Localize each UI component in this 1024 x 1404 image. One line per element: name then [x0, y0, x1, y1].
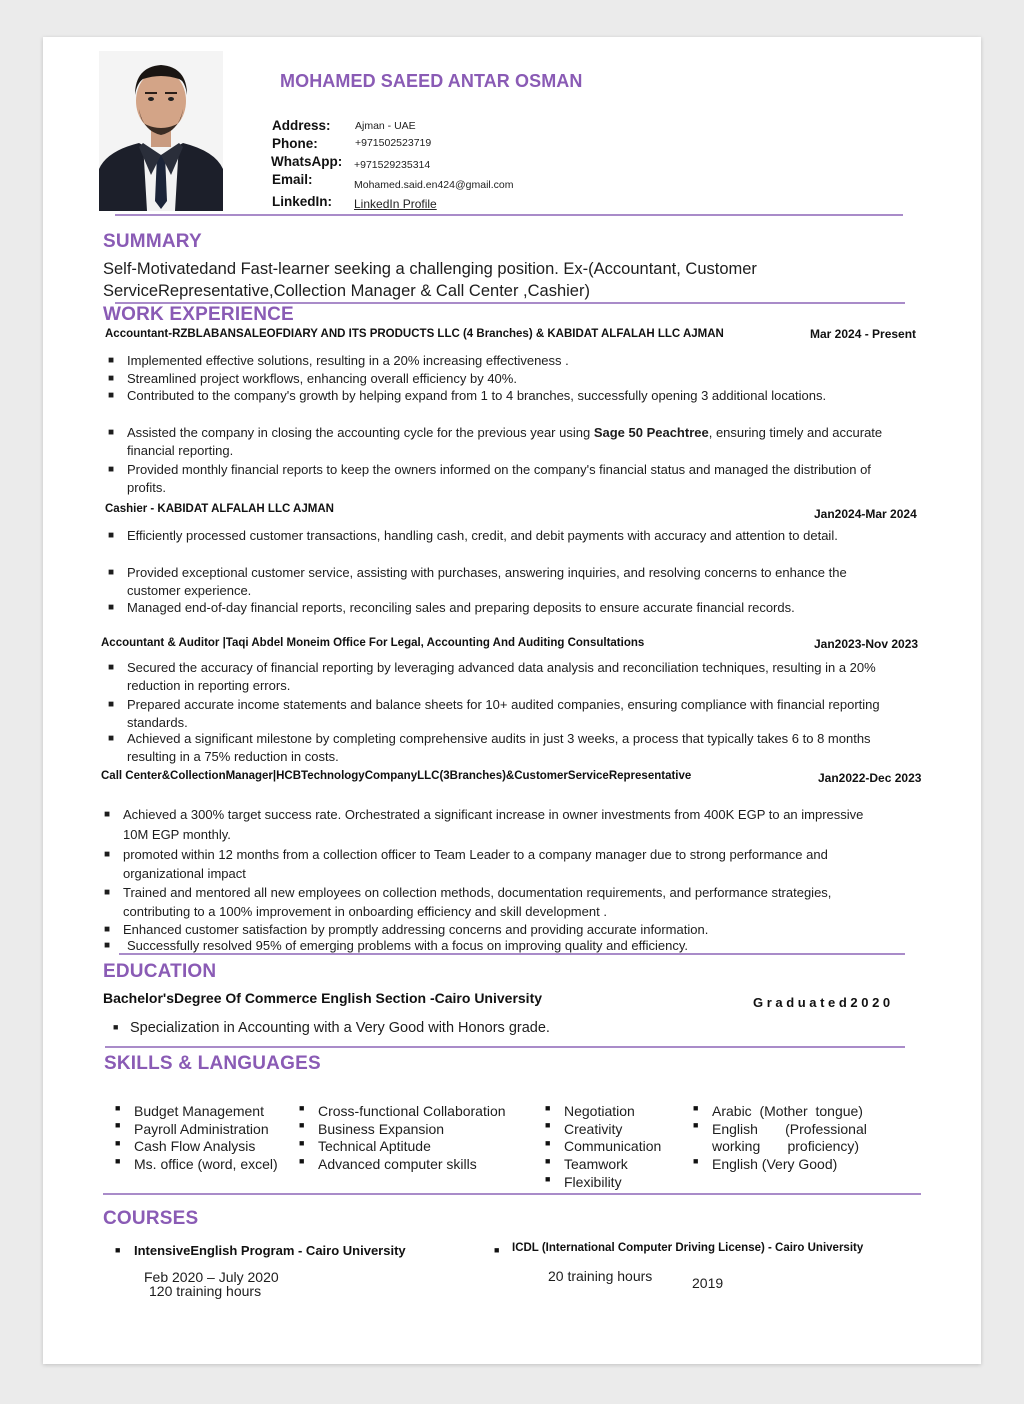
skill-item: Cash Flow Analysis	[134, 1138, 256, 1154]
job-title: Call Center&CollectionManager|HCBTechnologyCompanyLLC(3Branches)&CustomerServiceRepresentative	[101, 770, 692, 782]
course-hours: 120 training hours	[149, 1283, 262, 1299]
job-date: Jan2022-Dec 2023	[818, 771, 922, 785]
language-item-continued: working proficiency)	[712, 1138, 860, 1154]
job-bullet: ■ Achieved a 300% target success rate. Orchestrated a significant increase in owner investments from 400K EGP to an impressive 10M EGP monthly.	[104, 807, 864, 842]
skill-item: Negotiation	[564, 1103, 635, 1119]
job-bullet: ■ Achieved a significant milestone by completing comprehensive audits in just 3 weeks, a process that typically takes 6 to 8 months resulting in a 75% reduction in costs.	[108, 731, 871, 764]
email-value[interactable]: Mohamed.said.en424@gmail.com	[354, 179, 514, 191]
summary-text: Self-Motivatedand Fast-learner seeking a challenging position. Ex-(Accountant, Customer ServiceRepresentative,Collection Manager & Call Center ,Cashier)	[103, 260, 757, 300]
course-year: 2019	[692, 1275, 724, 1291]
course-date: Feb 2020 – July 2020	[144, 1269, 279, 1285]
degree-detail: ■ Specialization in Accounting with a Very Good with Honors grade.	[113, 1020, 550, 1036]
address-label: Address:	[272, 118, 331, 133]
job-bullet: ■ Provided monthly financial reports to keep the owners informed on the company's financial status and managed the distribution of profits.	[108, 462, 871, 495]
job-bullet: ■ promoted within 12 months from a collection officer to Team Leader to a company manager due to strong performance and organizational impact	[104, 847, 828, 881]
degree-title: Bachelor'sDegree Of Commerce English Section -Cairo University	[103, 990, 543, 1006]
job-bullet: ■ Assisted the company in closing the accounting cycle for the previous year using Sage 50 Peachtree, ensuring timely and accurate financial reporting.	[108, 425, 883, 458]
skills-divider	[103, 1193, 921, 1195]
job-bullet: ■ Streamlined project workflows, enhancing overall efficiency by 40%.	[108, 371, 517, 386]
education-heading: EDUCATION	[103, 961, 217, 982]
course-title: ICDL (International Computer Driving License) - Cairo University	[512, 1242, 864, 1254]
course-title: IntensiveEnglish Program - Cairo University	[134, 1243, 406, 1258]
email-label: Email:	[272, 172, 313, 187]
candidate-name: MOHAMED SAEED ANTAR OSMAN	[280, 71, 583, 91]
skill-item: Technical Aptitude	[318, 1138, 431, 1154]
language-item: Arabic (Mother tongue)	[712, 1103, 863, 1119]
resume-page: MOHAMED SAEED ANTAR OSMAN Address: Ajman - UAE Phone: +971502523719 WhatsApp: +971529235314 Email: Mohamed.said.en424@gmail.com LinkedIn: LinkedIn Profile SUMMARY Self-Motivatedand Fast-learner seeking a challenging position. Ex-(Accountant, Customer ServiceRepresentative,Collection Manager & Call Center ,Cashier) WORK EXPERIENCE Accountant-RZBLABANSALEOFDIARY AND ITS PRODUCTS LLC (4 Branches) & KABIDAT ALFALAH LLC AJMAN Mar 2024 - Present ■ Implemented effective solutions, resulting in a 20% increasing effectiveness . ■ Streamlined project workflows, enhancing overall efficiency by 40%. ■ Contributed to the company's growth by helping expand from 1 to 4 branches, successfully opening 3 additional locations. ■ Assisted the company in closing the accounting cycle for the previous year using Sage 50 Peachtree, ensuring timely and accurate financial reporting. ■ Provided monthly financial reports to keep the owners informed on the company's financial status and managed the distribution of profits. Cashier - KABIDAT ALFALAH LLC AJMAN Jan2024-Mar 2024 ■ Efficiently processed customer transactions, handling cash, credit, and debit payments with accuracy and attention to detail. ■ Provided exceptional customer service, assisting with purchases, answering inquiries, and resolving concerns to enhance the customer experience. ■ Managed end-of-day financial reports, reconciling sales and preparing deposits to ensure accurate financial records. Accountant & Auditor |Taqi Abdel Moneim Office For Legal, Accounting And Auditing Consultations Jan2023-Nov 2023 ■ Secured the accuracy of financial reporting by leveraging advanced data analysis and reconciliation techniques, resulting in a 20% reduction in reporting errors. ■ Prepared accurate income statements and balance sheets for 10+ audited companies, ensuring compliance with financial reporting standards. ■ Achieved a significant milestone by completing comprehensive audits in just 3 weeks, a process that typically takes 6 to 8 months resulting in a 75% reduction in costs. Call Center&CollectionManager|HCBTechnologyCompanyLLC(3Branches)&CustomerServiceRepresentative Jan2022-Dec 2023 ■ Achieved a 300% target success rate. Orchestrated a significant increase in owner investments from 400K EGP to an impressive 10M EGP monthly. ■ promoted within 12 months from a collection officer to Team Leader to a company manager due to strong performance and organizational impact ■ Trained and mentored all new employees on collection methods, documentation requirements, and performance strategies, contributing to a 100% improvement in onboarding efficiency and skill development . ■ Enhanced customer satisfaction by promptly addressing concerns and providing accurate information. ■ Successfully resolved 95% of emerging problems with a focus on improving quality and efficiency. EDUCATION Bachelor'sDegree Of Commerce English Section -Cairo University Graduated2020 ■ Specialization in Accounting with a Very Good with Honors grade. SKILLS & LANGUAGES ■ Budget Management ■ Payroll Administration ■ Cash Flow Analysis ■ Ms. office (word, excel) ■ Cross-functional Collaboration ■ Business Expansion ■ Technical Aptitude ■ Advanced computer skills ■ Negotiation ■ Creativity ■ Communication ■ Teamwork ■ Flexibility ■ Arabic (Mother tongue) ■ English (Professional working proficiency) ■ English (Very Good) COURSES ■ IntensiveEnglish Program - Cairo University Feb 2020 – July 2020 120 training hours ■ ICDL (International Computer Driving License) - Cairo University 20 training hours 2019	[43, 37, 981, 1364]
phone-label: Phone:	[272, 136, 318, 151]
whatsapp-label: WhatsApp:	[271, 154, 343, 169]
job-bullet: ■ Implemented effective solutions, resulting in a 20% increasing effectiveness .	[108, 353, 569, 368]
linkedin-link[interactable]: LinkedIn Profile	[354, 197, 437, 211]
courses-heading: COURSES	[103, 1208, 199, 1229]
graduation-date: Graduated2020	[753, 995, 894, 1010]
experience-divider	[119, 953, 905, 955]
job-bullet: ■ Prepared accurate income statements and balance sheets for 10+ audited companies, ensuring compliance with financial reporting standards.	[108, 697, 880, 730]
job-bullet: ■ Trained and mentored all new employees on collection methods, documentation requirements, and performance strategies, contributing to a 100% improvement in onboarding efficiency and skill development .	[104, 885, 832, 919]
skill-item: Cross-functional Collaboration	[318, 1103, 506, 1119]
job-title: Accountant & Auditor |Taqi Abdel Moneim Office For Legal, Accounting And Auditing Consultations	[101, 637, 645, 649]
job-date: Jan2024-Mar 2024	[814, 507, 917, 521]
job-bullet: ■ Provided exceptional customer service, assisting with purchases, answering inquiries, and resolving concerns to enhance the customer experience.	[108, 565, 847, 598]
skill-item: Budget Management	[134, 1103, 264, 1119]
job-bullet: ■ Secured the accuracy of financial reporting by leveraging advanced data analysis and reconciliation techniques, resulting in a 20% reduction in reporting errors.	[108, 660, 876, 693]
language-item: English (Professional	[712, 1121, 867, 1137]
job-bullet: ■ Managed end-of-day financial reports, reconciling sales and preparing deposits to ensure accurate financial records.	[108, 600, 795, 615]
linkedin-label: LinkedIn:	[272, 194, 332, 209]
phone-value: +971502523719	[355, 137, 432, 149]
whatsapp-value: +971529235314	[354, 159, 431, 171]
profile-photo	[99, 51, 223, 211]
skills-heading: SKILLS & LANGUAGES	[104, 1053, 321, 1074]
experience-heading: WORK EXPERIENCE	[103, 304, 294, 325]
summary-heading: SUMMARY	[103, 231, 202, 252]
skill-item: Payroll Administration	[134, 1121, 269, 1137]
language-item: English (Very Good)	[712, 1156, 838, 1172]
job-title: Accountant-RZBLABANSALEOFDIARY AND ITS PRODUCTS LLC (4 Branches) & KABIDAT ALFALAH LLC AJMAN	[105, 328, 724, 340]
job-bullet: ■ Efficiently processed customer transactions, handling cash, credit, and debit payments with accuracy and attention to detail.	[108, 528, 838, 543]
job-date: Jan2023-Nov 2023	[814, 637, 919, 651]
job-bullet: ■ Successfully resolved 95% of emerging problems with a focus on improving quality and efficiency.	[104, 938, 688, 953]
header-divider	[115, 214, 903, 216]
skill-item: Advanced computer skills	[318, 1156, 477, 1172]
course-hours: 20 training hours	[548, 1268, 653, 1284]
education-divider	[105, 1046, 905, 1048]
skill-item: Teamwork	[564, 1156, 628, 1172]
skill-item: Ms. office (word, excel)	[134, 1156, 278, 1172]
job-bullet: ■ Enhanced customer satisfaction by promptly addressing concerns and providing accurate information.	[104, 922, 709, 937]
skill-item: Creativity	[564, 1121, 623, 1137]
job-title: Cashier - KABIDAT ALFALAH LLC AJMAN	[105, 503, 334, 515]
skill-item: Communication	[564, 1138, 662, 1154]
skill-item: Flexibility	[564, 1174, 622, 1190]
job-bullet: ■ Contributed to the company's growth by helping expand from 1 to 4 branches, successfully opening 3 additional locations.	[108, 388, 827, 403]
skill-item: Business Expansion	[318, 1121, 445, 1137]
address-value: Ajman - UAE	[355, 120, 416, 132]
job-date: Mar 2024 - Present	[810, 327, 917, 341]
